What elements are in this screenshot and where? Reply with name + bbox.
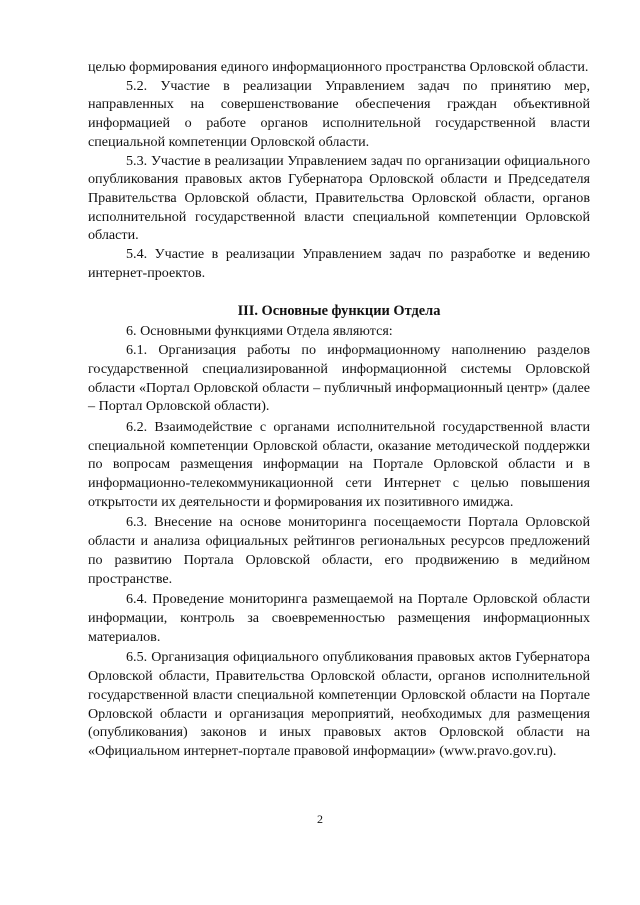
paragraph-5-2: 5.2. Участие в реализации Управлением задач по принятию мер, направленных на совершенствование обеспечения граждан объективной информацией о работе органов исполнительной государственной власти специальной компетенции Орловской области. [88,77,590,150]
paragraph-6-2: 6.2. Взаимодействие с органами исполнительной государственной власти специальной компетенции Орловской области, оказание методической поддержки по вопросам размещения информации на Портале Орловской области и в информационно-телекоммуникационной сети Интернет с целью повышения открытости их деятельности и формирования их позитивного имиджа. [88,418,590,510]
paragraph-6-5: 6.5. Организация официального опубликования правовых актов Губернатора Орловской области, Правительства Орловской области, органов исполнительной государственной власти специальной компетенции Орловской области на Портале Орловской области и организация мероприятий, необходимых для размещения (опубликования) законов и иных правовых актов Орловской области на «Официальном интернет-портале правовой информации» (www.pravo.gov.ru). [88,649,590,759]
paragraph-6-4: 6.4. Проведение мониторинга размещаемой на Портале Орловской области информации, контроль за своевременностью размещения информационных материалов. [88,591,590,645]
paragraph-5-3: 5.3. Участие в реализации Управлением задач по организации официального опубликования правовых актов Губернатора Орловской области и Председателя Правительства Орловской области, Правительства Орловской области, органов исполнительной государственной власти специальной компетенции Орловской области. [88,152,590,244]
page-number: 2 [317,812,323,826]
section-title: III. Основные функции Отдела [237,303,441,320]
paragraph-6-3: 6.3. Внесение на основе мониторинга посещаемости Портала Орловской области и анализа официальных рейтингов региональных ресурсов предложений по развитию Портала Орловской области, его продвижению в медийном пространстве. [88,514,590,587]
paragraph-5-4: 5.4. Участие в реализации Управлением задач по разработке и ведению интернет-проектов. [88,246,590,281]
paragraph-6-1: 6.1. Организация работы по информационному наполнению разделов государственной специализированной информационной системы Орловской области «Портал Орловской области – публичный информационный центр» (далее – Портал Орловской области). [88,342,590,415]
paragraph-6: 6. Основными функциями Отдела являются: [126,323,393,340]
document-page [88,58,590,761]
paragraph-continuation: целью формирования единого информационного пространства Орловской области. [88,59,589,75]
